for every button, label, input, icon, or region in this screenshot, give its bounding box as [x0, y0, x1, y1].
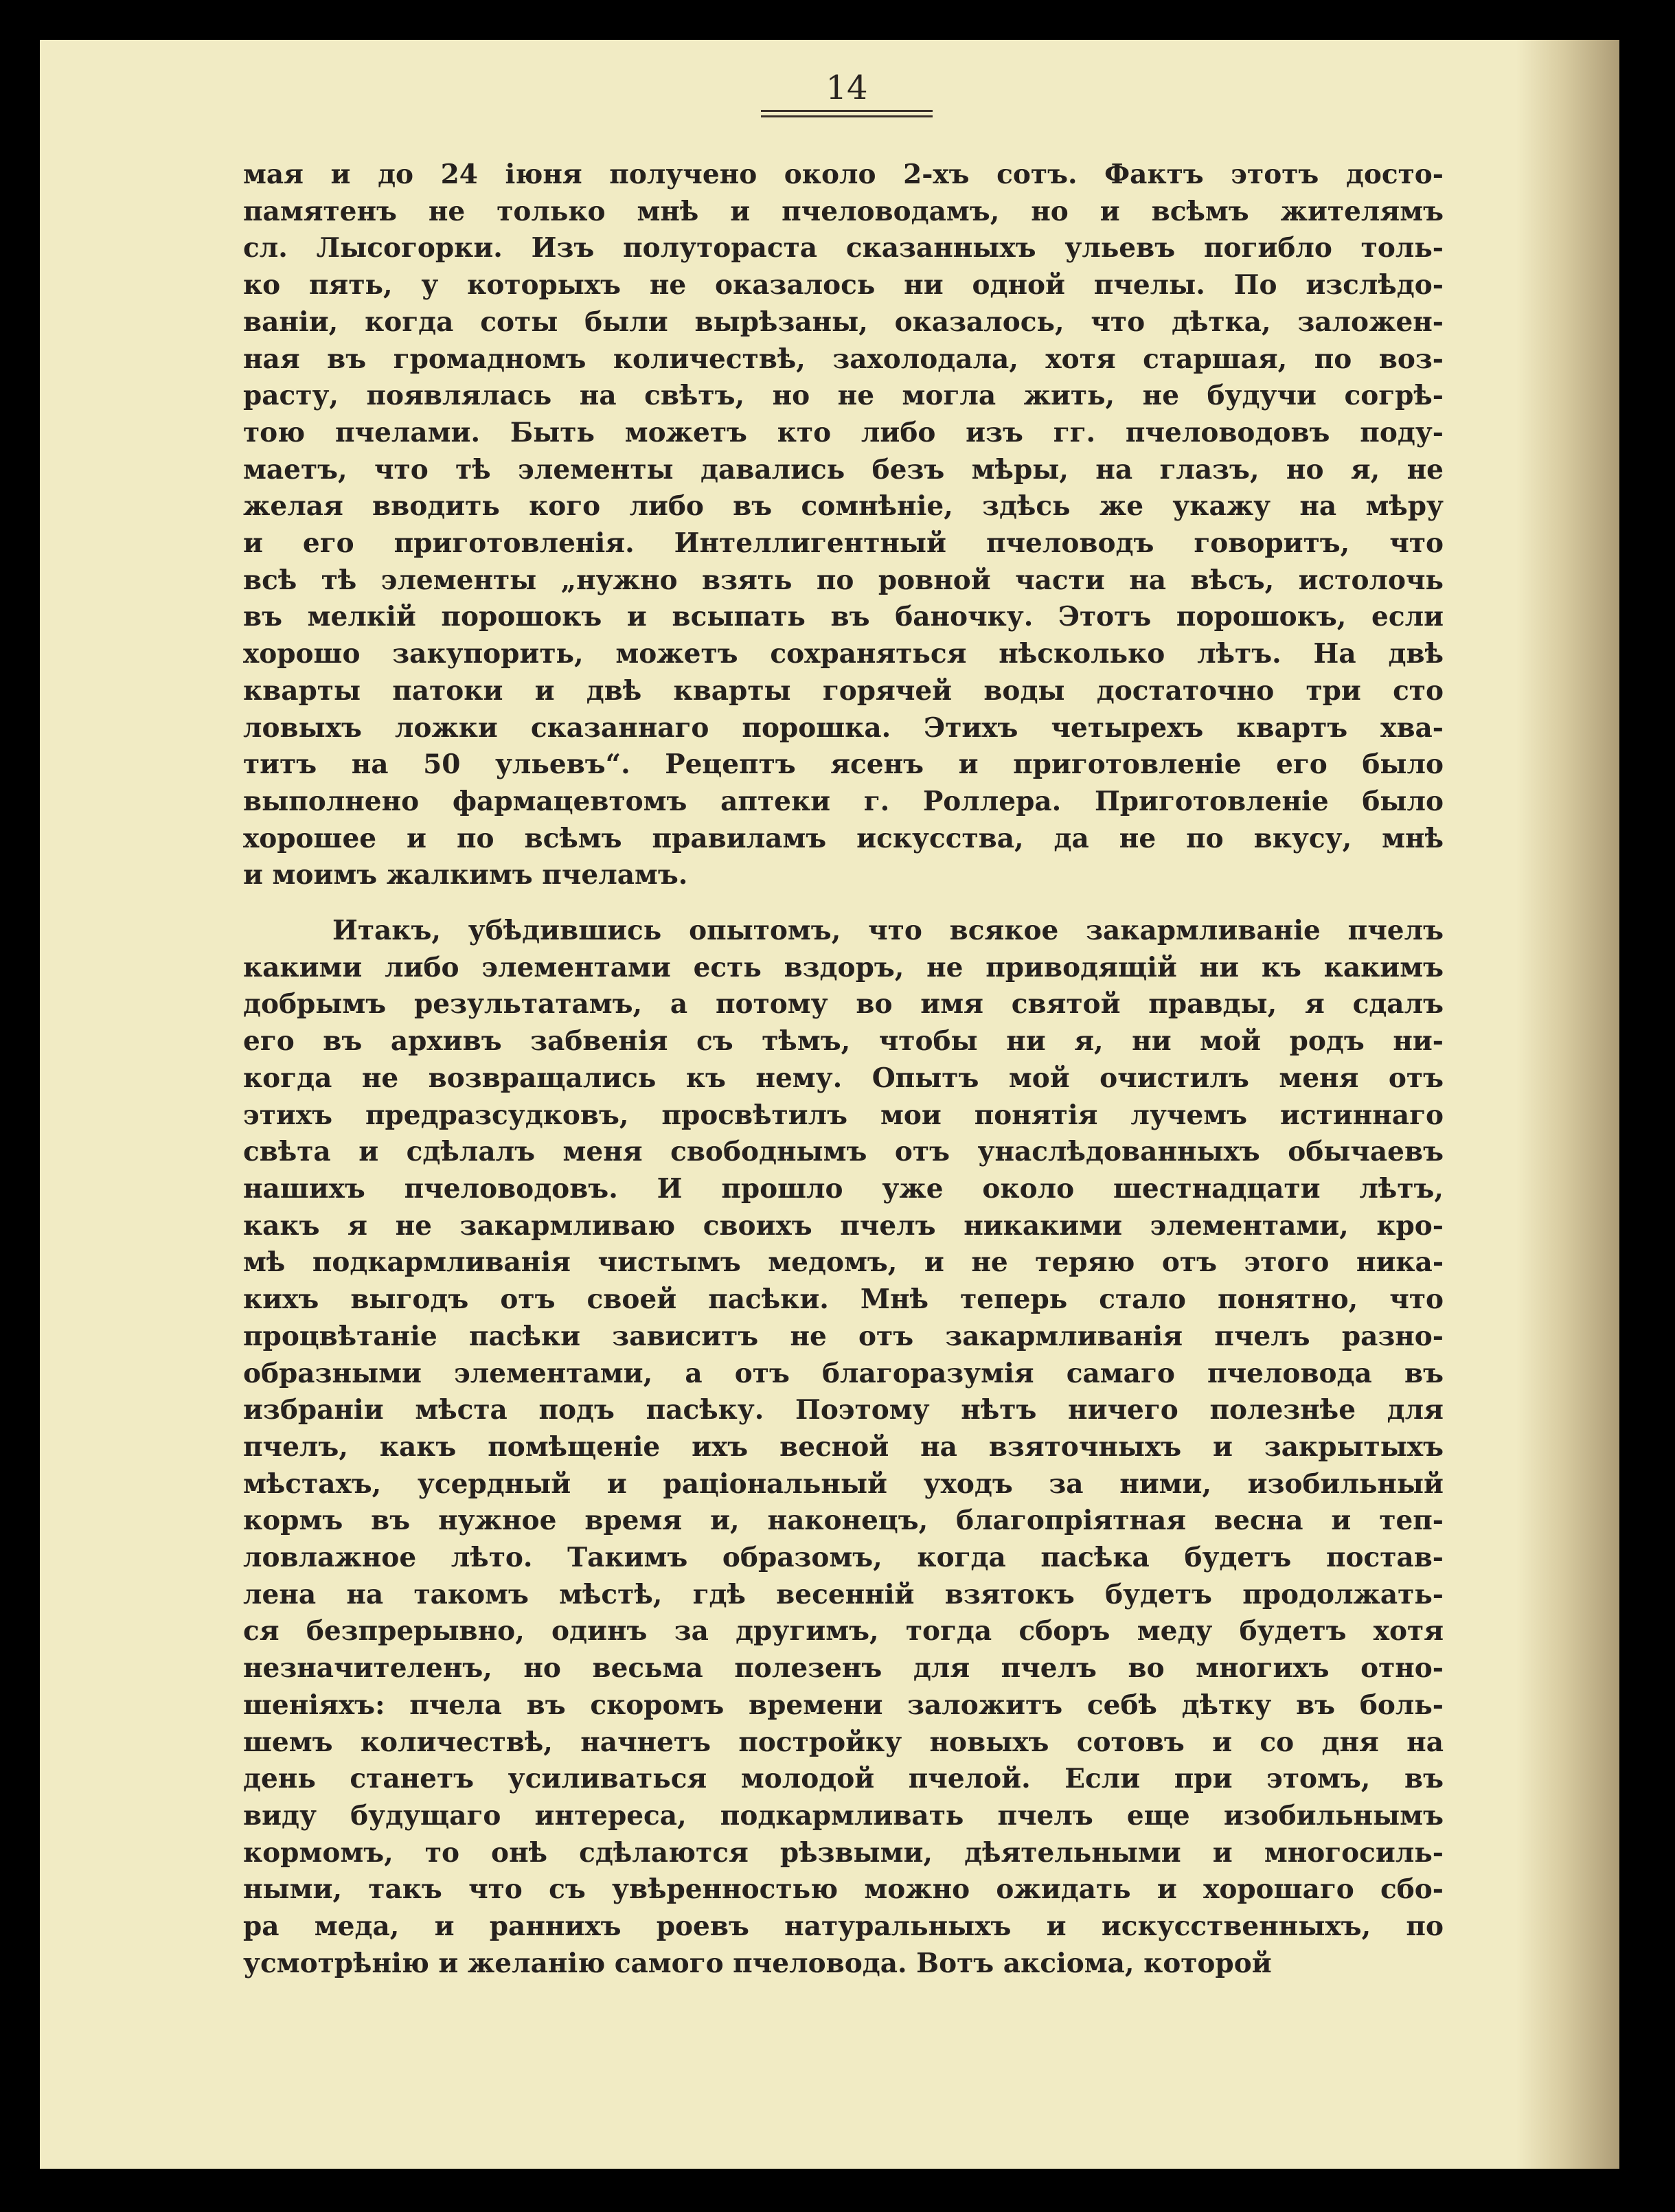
- page-number: 14: [825, 69, 868, 107]
- text-line: ная въ громадномъ количествѣ, захолодала, хотя старшая, по воз-: [243, 343, 1444, 375]
- text-line: памятенъ не только мнѣ и пчеловодамъ, но и всѣмъ жителямъ: [243, 195, 1444, 227]
- text-line: ся безпрерывно, одинъ за другимъ, тогда сборъ меду будетъ хотя: [243, 1615, 1444, 1647]
- text-line: расту, появлялась на свѣтъ, но не могла жить, не будучи согрѣ-: [243, 380, 1444, 412]
- page-header: [761, 67, 933, 117]
- text-line: сл. Лысогорки. Изъ полутораста сказанныхъ ульевъ погибло толь-: [243, 232, 1444, 264]
- text-line: ловлажное лѣто. Такимъ образомъ, когда пасѣка будетъ постав-: [243, 1542, 1444, 1574]
- text-line: день станетъ усиливаться молодой пчелой. Если при этомъ, въ: [243, 1763, 1444, 1795]
- text-line: кормомъ, то онѣ сдѣлаются рѣзвыми, дѣятельными и многосиль-: [243, 1836, 1444, 1869]
- text-line: усмотрѣнію и желанію самого пчеловода. Вотъ аксіома, которой: [243, 1947, 1272, 1979]
- text-line: когда не возвращались къ нему. Опытъ мой очистилъ меня отъ: [243, 1062, 1444, 1094]
- text-line: маетъ, что тѣ элементы давались безъ мѣры, на глазъ, но я, не: [243, 453, 1444, 486]
- text-line: ными, такъ что съ увѣренностью можно ожидать и хорошаго сбо-: [243, 1873, 1444, 1906]
- text-line: шеніяхъ: пчела въ скоромъ времени заложитъ себѣ дѣтку въ боль-: [243, 1689, 1444, 1721]
- text-line: титъ на 50 ульевъ“. Рецептъ ясенъ и приготовленіе его было: [243, 749, 1444, 781]
- text-line: ко пять, у которыхъ не оказалось ни одной пчелы. По изслѣдо-: [243, 269, 1444, 301]
- text-line: кормъ въ нужное время и, наконецъ, благопріятная весна и теп-: [243, 1505, 1444, 1537]
- text-line: въ мелкій порошокъ и всыпать въ баночку. Этотъ порошокъ, если: [243, 601, 1444, 633]
- text-line: и его приготовленія. Интеллигентный пчеловодъ говоритъ, что: [243, 527, 1444, 560]
- text-line: процвѣтаніе пасѣки зависитъ не отъ закармливанія пчелъ разно-: [243, 1320, 1444, 1352]
- text-line: хорошее и по всѣмъ правиламъ искусства, да не по вкусу, мнѣ: [243, 822, 1444, 854]
- text-line: Итакъ, убѣдившись опытомъ, что всякое закармливаніе пчелъ: [332, 915, 1444, 947]
- text-line: пчелъ, какъ помѣщеніе ихъ весной на взяточныхъ и закрытыхъ: [243, 1430, 1444, 1463]
- text-line: ваніи, когда соты были вырѣзаны, оказалось, что дѣтка, заложен-: [243, 306, 1444, 338]
- text-line: какими либо элементами есть вздоръ, не приводящій ни къ какимъ: [243, 951, 1444, 983]
- text-line: шемъ количествѣ, начнетъ постройку новыхъ сотовъ и со дня на: [243, 1726, 1444, 1758]
- text-line: ра меда, и раннихъ роевъ натуральныхъ и искусственныхъ, по: [243, 1911, 1444, 1943]
- text-line: желая вводить кого либо въ сомнѣніе, здѣсь же укажу на мѣру: [243, 490, 1444, 523]
- book-page: [40, 40, 1619, 2169]
- text-line: свѣта и сдѣлалъ меня свободнымъ отъ унаслѣдованныхъ обычаевъ: [243, 1136, 1444, 1168]
- header-double-rule: [761, 110, 933, 117]
- paragraph-2: [243, 913, 1444, 1982]
- text-line: какъ я не закармливаю своихъ пчелъ никакими элементами, кро-: [243, 1209, 1444, 1242]
- text-line: этихъ предразсудковъ, просвѣтилъ мои понятія лучемъ истиннаго: [243, 1099, 1444, 1131]
- text-line: кварты патоки и двѣ кварты горячей воды достаточно три сто: [243, 674, 1444, 707]
- text-line: его въ архивъ забвенія съ тѣмъ, чтобы ни я, ни мой родъ ни-: [243, 1025, 1444, 1058]
- text-line: всѣ тѣ элементы „нужно взять по ровной части на вѣсъ, истолочь: [243, 564, 1444, 596]
- text-line: виду будущаго интереса, подкармливать пчелъ еще изобильнымъ: [243, 1799, 1444, 1832]
- page-gutter-shadow: [1516, 40, 1619, 2169]
- text-line: добрымъ результатамъ, а потому во имя святой правды, я сдалъ: [243, 988, 1444, 1021]
- text-line: избраніи мѣста подъ пасѣку. Поэтому нѣтъ ничего полезнѣе для: [243, 1394, 1444, 1426]
- text-line: кихъ выгодъ отъ своей пасѣки. Мнѣ теперь стало понятно, что: [243, 1284, 1444, 1316]
- text-line: лена на такомъ мѣстѣ, гдѣ весенній взятокъ будетъ продолжать-: [243, 1578, 1444, 1610]
- text-line: ловыхъ ложки сказаннаго порошка. Этихъ четырехъ квартъ хва-: [243, 711, 1444, 744]
- text-line: нашихъ пчеловодовъ. И прошло уже около шестнадцати лѣтъ,: [243, 1172, 1444, 1205]
- body-text: [243, 157, 1444, 1982]
- text-line: незначителенъ, но весьма полезенъ для пчелъ во многихъ отно-: [243, 1652, 1444, 1685]
- text-line: выполнено фармацевтомъ аптеки г. Роллера. Приготовленіе было: [243, 785, 1444, 817]
- text-line: образными элементами, а отъ благоразумія самаго пчеловода въ: [243, 1357, 1444, 1389]
- text-line: хорошо закупорить, можетъ сохраняться нѣсколько лѣтъ. На двѣ: [243, 638, 1444, 670]
- text-line: тою пчелами. Быть можетъ кто либо изъ гг. пчеловодовъ поду-: [243, 416, 1444, 448]
- text-line: и моимъ жалкимъ пчеламъ.: [243, 859, 688, 891]
- text-line: мая и до 24 іюня получено около 2-хъ сотъ. Фактъ этотъ досто-: [243, 159, 1444, 190]
- paragraph-1: [243, 157, 1444, 894]
- text-line: мѣстахъ, усердный и раціональный уходъ за ними, изобильный: [243, 1468, 1444, 1500]
- text-line: мѣ подкармливанія чистымъ медомъ, и не теряю отъ этого ника-: [243, 1246, 1444, 1279]
